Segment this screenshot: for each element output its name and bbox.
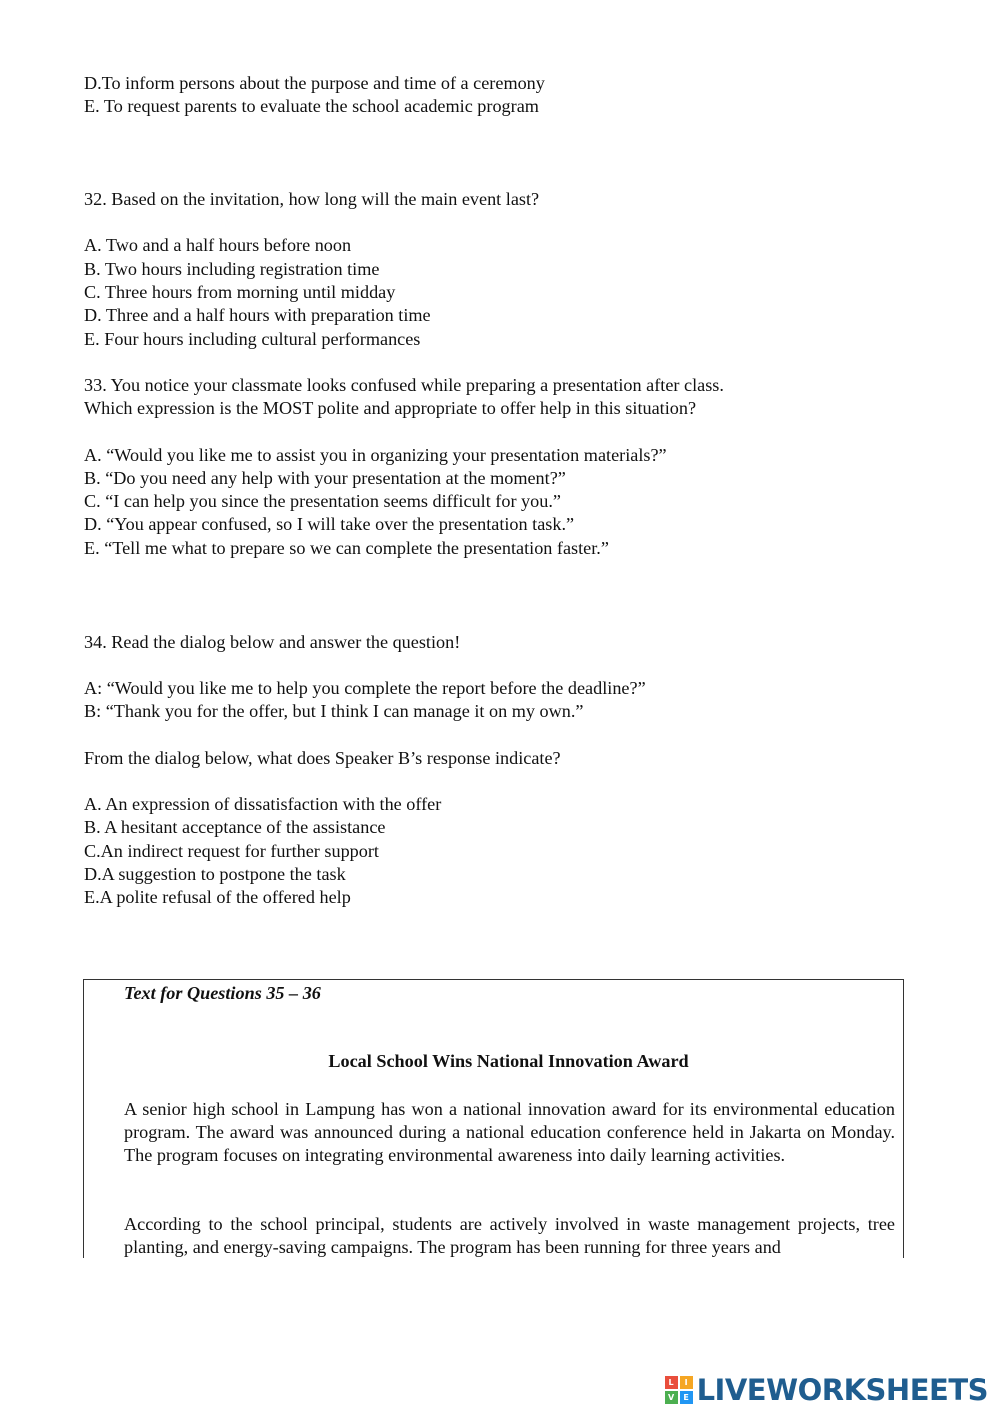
q34-option-d: D.A suggestion to postpone the task [84,864,346,884]
q32-option-a: A. Two and a half hours before noon [84,235,352,255]
q32-option-c: C. Three hours from morning until midday [84,282,396,302]
logo-cell-e: E [680,1391,693,1404]
reading-text-box [83,979,904,1258]
q34-option-b: B. A hesitant acceptance of the assistance [84,817,386,837]
logo-cell-v: V [665,1391,678,1404]
q34-question: From the dialog below, what does Speaker B’s response indicate? [84,748,561,768]
q32-option-b: B. Two hours including registration time [84,259,380,279]
logo-cell-l: L [665,1376,678,1389]
q34-dialog-line-a: A: “Would you like me to help you complete the report before the deadline?” [84,678,646,698]
q33-option-b: B. “Do you need any help with your presentation at the moment?” [84,468,566,488]
q32-option-d: D. Three and a half hours with preparation time [84,305,431,325]
q34-option-c: C.An indirect request for further support [84,841,379,861]
article-paragraph-1: A senior high school in Lampung has won a national innovation award for its environmental education program. The award was announced during a national education conference held in Jakarta on Monday. The program focuses on integrating environmental awareness into daily learning activities. [124,1099,895,1166]
q34-option-e: E.A polite refusal of the offered help [84,887,351,907]
q34-stem: 34. Read the dialog below and answer the question! [84,632,461,652]
q33-stem-line1: 33. You notice your classmate looks confused while preparing a presentation after class. [84,375,724,395]
article-paragraph-2: According to the school principal, students are actively involved in waste management projects, tree planting, and energy-saving campaigns. The program has been running for three years and [124,1214,895,1258]
q34-dialog-line-b: B: “Thank you for the offer, but I think I can manage it on my own.” [84,701,584,721]
article-title: Local School Wins National Innovation Award [328,1051,689,1071]
q33-option-c: C. “I can help you since the presentation seems difficult for you.” [84,491,561,511]
liveworksheets-brand-text: LIVEWORKSHEETS [696,1373,988,1407]
q31-option-d: D.To inform persons about the purpose and time of a ceremony [84,73,545,93]
q32-option-e: E. Four hours including cultural performances [84,329,421,349]
liveworksheets-logo [665,1374,988,1406]
q31-option-e: E. To request parents to evaluate the school academic program [84,96,539,116]
q33-option-d: D. “You appear confused, so I will take over the presentation task.” [84,514,575,534]
text-box-heading: Text for Questions 35 – 36 [124,983,321,1003]
q33-stem-line2: Which expression is the MOST polite and appropriate to offer help in this situation? [84,398,697,418]
liveworksheets-logo-icon [665,1376,693,1404]
q32-stem: 32. Based on the invitation, how long will the main event last? [84,189,540,209]
q33-option-a: A. “Would you like me to assist you in organizing your presentation materials?” [84,445,667,465]
q33-option-e: E. “Tell me what to prepare so we can complete the presentation faster.” [84,538,609,558]
logo-cell-i: I [680,1376,693,1389]
q34-option-a: A. An expression of dissatisfaction with the offer [84,794,442,814]
